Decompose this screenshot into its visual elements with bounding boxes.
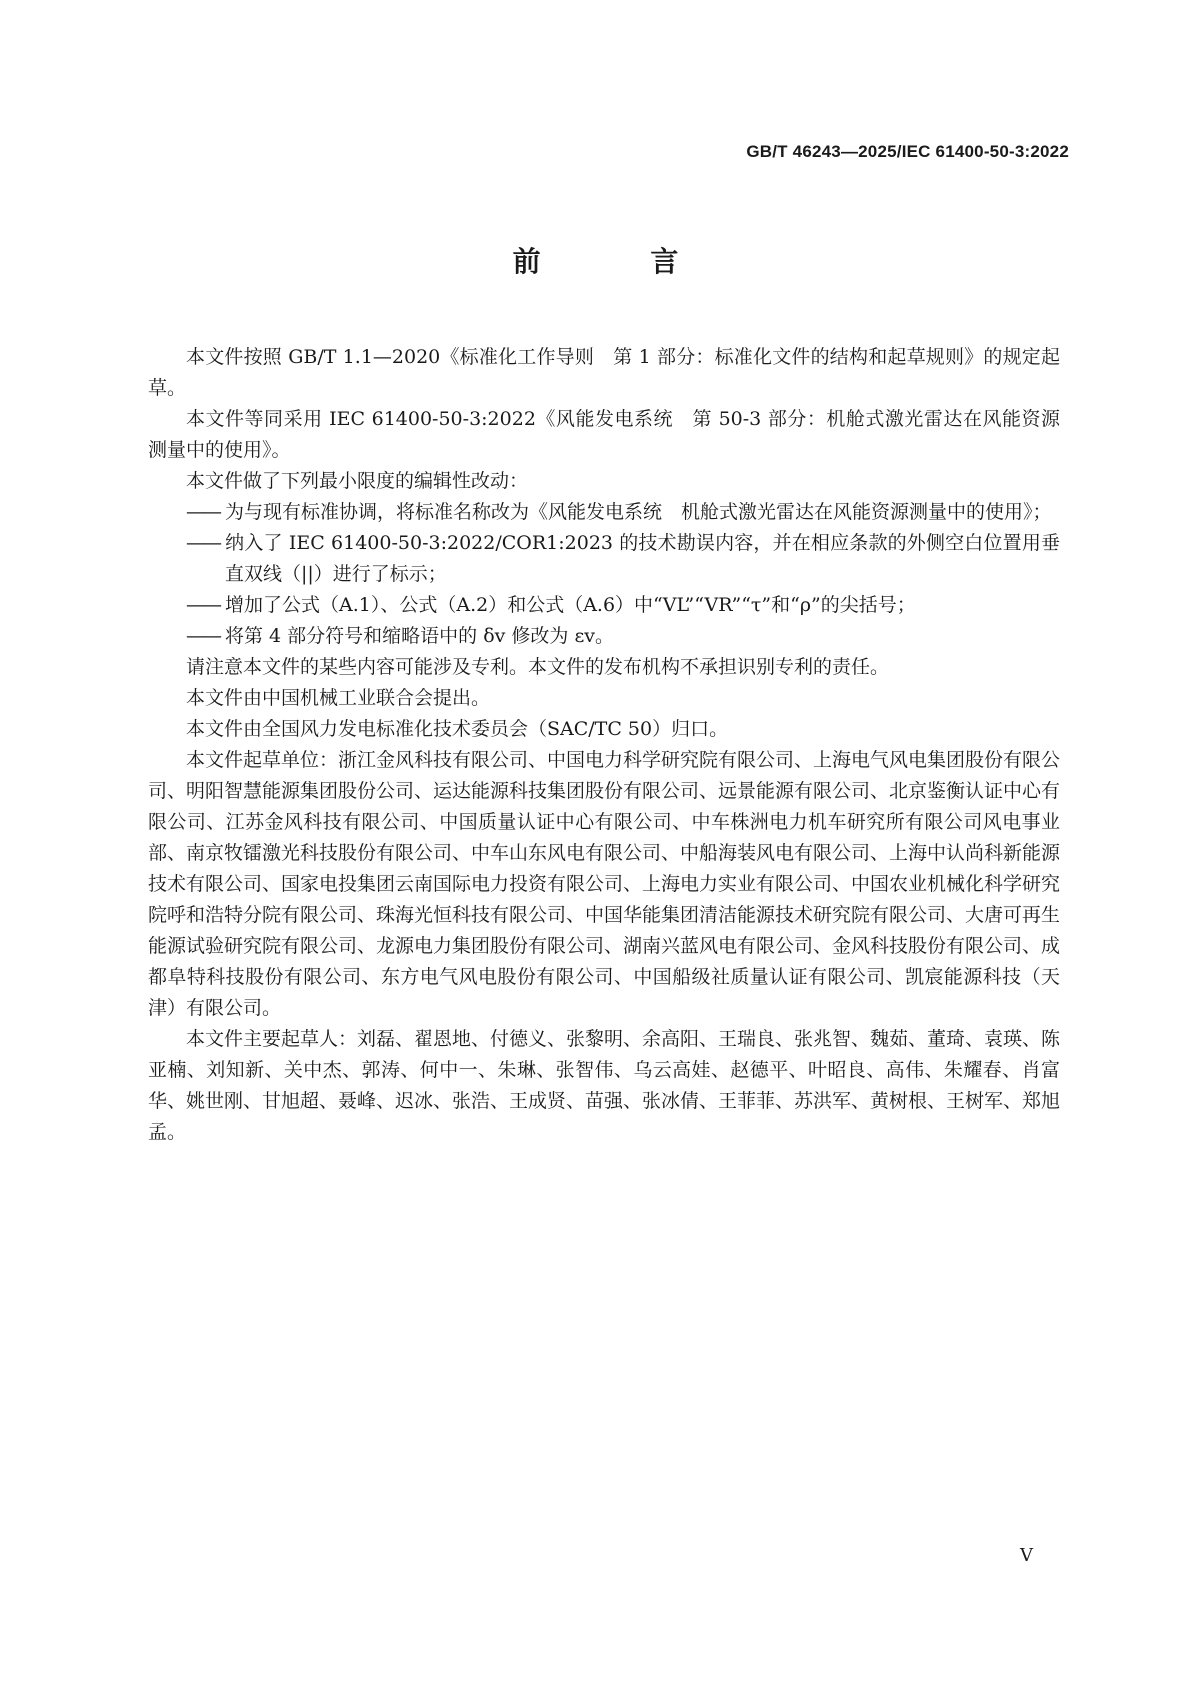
paragraph-editorial-changes-intro: 本文件做了下列最小限度的编辑性改动： — [186, 470, 529, 492]
paragraph-drafting-rules: 本文件按照 GB/T 1.1—2020《标准化工作导则 第 1 部分：标准化文件的结构和起草规则》的规定起草。 — [148, 346, 1060, 399]
paragraph-proposer: 本文件由中国机械工业联合会提出。 — [186, 687, 491, 709]
change-item — [148, 497, 1060, 528]
page-title: 前 言 — [512, 245, 729, 278]
paragraph-drafting-units: 本文件起草单位：浙江金风科技有限公司、中国电力科学研究院有限公司、上海电气风电集团股份有限公司、明阳智慧能源集团股份公司、运达能源科技集团股份有限公司、远景能源有限公司、北京鉴衡认证中心有限公司、江苏金风科技有限公司、中国质量认证中心有限公司、中车株洲电力机车研究所有限公司风电事业部、南京牧镭激光科技股份有限公司、中车山东风电有限公司、中船海装风电有限公司、上海中认尚科新能源技术有限公司、国家电投集团云南国际电力投资有限公司、上海电力实业有限公司、中国农业机械化科学研究院呼和浩特分院有限公司、珠海光恒科技有限公司、中国华能集团清洁能源技术研究院有限公司、大唐可再生能源试验研究院有限公司、龙源电力集团股份有限公司、湖南兴蓝风电有限公司、金风科技股份有限公司、成都阜特科技股份有限公司、东方电气风电股份有限公司、中国船级社质量认证有限公司、凯宸能源科技（天津）有限公司。 — [148, 749, 1061, 1019]
change-item-text: 将第 4 部分符号和缩略语中的 δv 修改为 εv。 — [225, 625, 615, 647]
change-item — [148, 590, 1060, 621]
page-number: V — [1020, 1545, 1033, 1566]
change-item — [148, 621, 1060, 652]
dash-marker: —— — [186, 625, 220, 647]
dash-marker: —— — [186, 532, 220, 554]
dash-marker: —— — [186, 501, 220, 523]
change-item-text: 纳入了 IEC 61400-50-3:2022/COR1:2023 的技术勘误内容，并在相应条款的外侧空白位置用垂直双线（||）进行了标示； — [225, 532, 1060, 585]
dash-marker: —— — [186, 594, 220, 616]
change-item-text: 为与现有标准协调，将标准名称改为《风能发电系统 机舱式激光雷达在风能资源测量中的使用》； — [225, 501, 1052, 523]
paragraph-drafters: 本文件主要起草人：刘磊、翟恩地、付德义、张黎明、余高阳、王瑞良、张兆智、魏茹、董琦、袁瑛、陈亚楠、刘知新、关中杰、郭涛、何中一、朱琳、张智伟、乌云高娃、赵德平、叶昭良、高伟、朱耀春、肖富华、姚世刚、甘旭超、聂峰、迟冰、张浩、王成贤、苗强、张冰倩、王菲菲、苏洪军、黄树根、王树军、郑旭孟。 — [148, 1028, 1061, 1143]
change-item — [148, 528, 1060, 590]
standard-number: GB/T 46243—2025/IEC 61400-50-3:2022 — [746, 142, 1069, 161]
paragraph-committee: 本文件由全国风力发电标准化技术委员会（SAC/TC 50）归口。 — [186, 718, 729, 740]
paragraph-patent-notice: 请注意本文件的某些内容可能涉及专利。本文件的发布机构不承担识别专利的责任。 — [186, 656, 890, 678]
change-item-text: 增加了公式（A.1）、公式（A.2）和公式（A.6）中“VL”“VR”“τ”和“ρ”的尖括号； — [225, 594, 916, 616]
foreword-body — [148, 342, 1060, 1148]
paragraph-adoption: 本文件等同采用 IEC 61400-50-3:2022《风能发电系统 第 50-3 部分：机舱式激光雷达在风能资源测量中的使用》。 — [148, 408, 1060, 461]
